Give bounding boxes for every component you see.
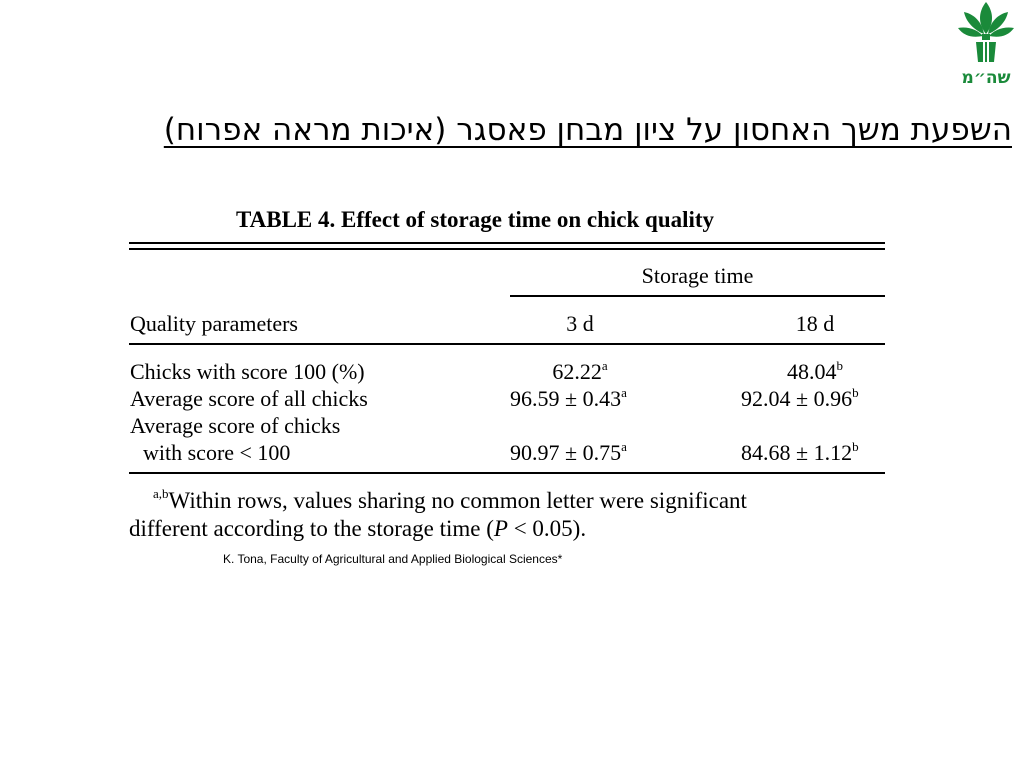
- column-header-18d: 18 d: [795, 311, 835, 336]
- row-label: Average score of chicks: [130, 413, 341, 438]
- table-cell: 90.97 ± 0.75$^a$: [510, 439, 627, 465]
- table-cell: 48.04$^b$: [787, 358, 843, 384]
- table-top-rule: [129, 242, 885, 244]
- storage-time-rule: [510, 295, 885, 297]
- column-header-3d: 3 d: [566, 311, 594, 336]
- table-cell: 92.04 ± 0.96$^b$: [741, 385, 859, 411]
- source-credit: K. Tona, Faculty of Agricultural and Applied Biological Sciences*: [223, 552, 563, 566]
- table-bottom-rule: [129, 472, 885, 474]
- table-cell: 84.68 ± 1.12$^b$: [741, 439, 859, 465]
- row-label: Chicks with score 100 (%): [130, 359, 365, 384]
- table-title: TABLE 4. Effect of storage time on chick quality: [236, 207, 715, 232]
- row-label: Average score of all chicks: [130, 386, 368, 411]
- storage-time-header: Storage time: [641, 263, 754, 288]
- header-rule: [129, 343, 885, 345]
- logo-text: שה״מ: [961, 68, 1011, 88]
- table-top-rule-2: [129, 248, 885, 250]
- table-footnote: $^{a,b}$Within rows, values sharing no common letter were significant different according to the storage time (P < 0.05).: [129, 486, 747, 541]
- table-cell: 62.22$^a$: [552, 358, 608, 384]
- table-cell: 96.59 ± 0.43$^a$: [510, 385, 627, 411]
- row-label-continued: with score < 100: [143, 440, 291, 465]
- slide-title: השפעת משך האחסון על ציון מבחן פאסגר (איכות מראה אפרוח): [163, 112, 1012, 148]
- quality-parameters-header: Quality parameters: [130, 311, 298, 336]
